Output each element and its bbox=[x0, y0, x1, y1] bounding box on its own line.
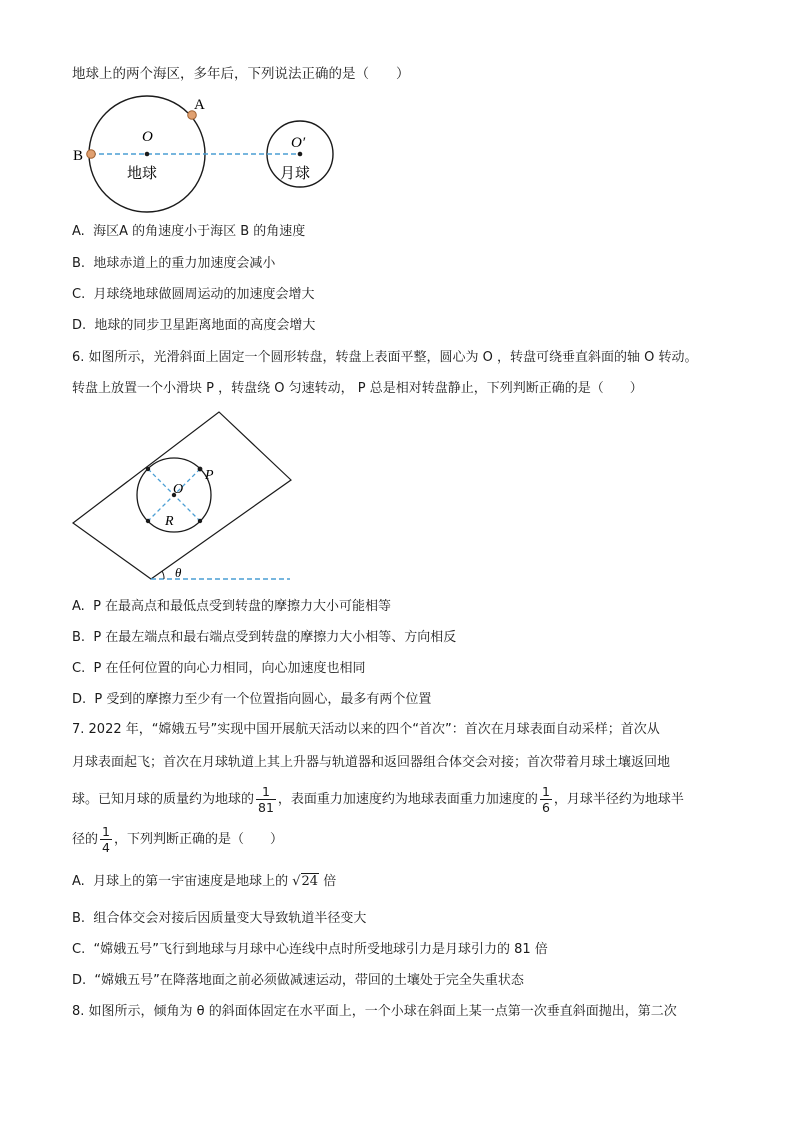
q5-option-a bbox=[72, 222, 305, 242]
q5-option-d bbox=[72, 316, 315, 336]
fraction-1-6 bbox=[540, 784, 552, 815]
q7-text: ，月球半径约为地球半 bbox=[553, 792, 684, 807]
label-theta: θ bbox=[175, 565, 182, 580]
q6-option-c bbox=[72, 659, 365, 679]
turntable-point-p bbox=[198, 467, 203, 472]
option-letter: B. bbox=[72, 911, 86, 926]
turntable-point-lower-right bbox=[198, 519, 202, 523]
q7-stem-line3 bbox=[72, 780, 684, 820]
label-earth: 地球 bbox=[127, 164, 158, 182]
fraction-numerator: 1 bbox=[102, 824, 110, 839]
option-text: 组合体交会对接后因质量变大导致轨道半径变大 bbox=[93, 911, 367, 926]
point-b bbox=[87, 150, 96, 159]
option-letter: C. bbox=[72, 287, 86, 302]
option-letter: C. bbox=[72, 942, 86, 957]
q7-text: 径的 bbox=[72, 832, 99, 847]
fraction-denominator: 81 bbox=[258, 800, 274, 815]
turntable-point-upper-left bbox=[146, 467, 150, 471]
label-r: R bbox=[165, 514, 174, 529]
q5-option-c bbox=[72, 285, 315, 305]
fraction-numerator: 1 bbox=[256, 784, 276, 800]
turntable-point-lower-left bbox=[146, 519, 150, 523]
q6-stem-line1: 6. 如图所示，光滑斜面上固定一个圆形转盘，转盘上表面平整，圆心为 O ，转盘可绕垂直斜面的轴 O 转动。 bbox=[72, 350, 698, 365]
q7-text: ，表面重力加速度约为地球表面重力加速度的 bbox=[277, 792, 538, 807]
q5-stem: 地球上的两个海区，多年后，下列说法正确的是（ ） bbox=[72, 66, 410, 82]
label-p: P bbox=[205, 468, 214, 483]
earth-center-dot bbox=[145, 152, 150, 157]
option-text: 月球绕地球做圆周运动的加速度会增大 bbox=[93, 287, 315, 302]
option-letter: D. bbox=[72, 692, 87, 707]
q5-option-b bbox=[72, 254, 275, 274]
option-letter: A. bbox=[72, 224, 85, 239]
q6-stem-line2: 转盘上放置一个小滑块 P ，转盘绕 O 匀速转动， P 总是相对转盘静止，下列判断正确的是（ ） bbox=[72, 381, 643, 396]
option-text: “嫦娥五号”飞行到地球与月球中心连线中点时所受地球引力是月球引力的 81 倍 bbox=[93, 942, 548, 957]
fraction-denominator: 4 bbox=[102, 840, 110, 855]
option-letter: D. bbox=[72, 973, 87, 988]
q7-text: ，下列判断正确的是（ ） bbox=[113, 832, 283, 847]
q7-stem-line4 bbox=[72, 820, 283, 860]
incline-turntable-figure bbox=[70, 405, 300, 590]
fraction-1-81 bbox=[256, 784, 276, 815]
q6-option-a bbox=[72, 597, 391, 617]
q7-stem-line1: 7. 2022 年，“嫦娥五号”实现中国开展航天活动以来的四个“首次”：首次在月球表面自动采样；首次从 bbox=[72, 722, 660, 737]
q6-option-b bbox=[72, 628, 456, 648]
label-moon: 月球 bbox=[280, 164, 311, 182]
earth-moon-figure bbox=[70, 90, 350, 200]
label-o: O bbox=[142, 129, 153, 145]
sqrt-radicand: 24 bbox=[301, 874, 319, 889]
option-text: P 在最左端点和最右端点受到转盘的摩擦力大小相等、方向相反 bbox=[93, 630, 457, 645]
moon-center-dot bbox=[298, 152, 303, 157]
fraction-denominator: 6 bbox=[541, 800, 550, 815]
option-text: “嫦娥五号”在降落地面之前必须做减速运动，带回的土壤处于完全失重状态 bbox=[94, 973, 524, 988]
q7-stem-line2: 月球表面起飞；首次在月球轨道上其上升器与轨道器和返回器组合体交会对接；首次带着月球土壤返回地 bbox=[72, 755, 671, 770]
fraction-numerator: 1 bbox=[541, 784, 550, 799]
option-text: P 受到的摩擦力至少有一个位置指向圆心，最多有两个位置 bbox=[94, 692, 432, 707]
label-a: A bbox=[194, 97, 205, 113]
option-letter: B. bbox=[72, 256, 86, 271]
option-text: P 在最高点和最低点受到转盘的摩擦力大小可能相等 bbox=[93, 599, 392, 614]
sqrt-expression: √24 bbox=[292, 874, 319, 889]
q8-stem-line1: 8. 如图所示，倾角为 θ 的斜面体固定在水平面上，一个小球在斜面上某一点第一次垂直斜面抛出，第二次 bbox=[72, 1004, 677, 1019]
q6-option-d bbox=[72, 690, 431, 710]
q7-option-d bbox=[72, 971, 524, 991]
q7-option-b bbox=[72, 909, 366, 929]
q7-text: 球。已知月球的质量约为地球的 bbox=[72, 792, 255, 807]
option-text: 月球上的第一宇宙速度是地球上的 bbox=[93, 874, 289, 889]
option-text: 地球的同步卫星距离地面的高度会增大 bbox=[94, 318, 316, 333]
option-text: 地球赤道上的重力加速度会减小 bbox=[93, 256, 276, 271]
q7-option-c bbox=[72, 940, 548, 960]
option-letter: A. bbox=[72, 874, 85, 889]
q7-option-a bbox=[72, 872, 336, 892]
option-letter: A. bbox=[72, 599, 85, 614]
label-o-prime: O′ bbox=[291, 135, 306, 151]
option-text-tail: 倍 bbox=[323, 874, 337, 889]
label-o: O bbox=[173, 482, 184, 497]
option-letter: C. bbox=[72, 661, 86, 676]
label-b: B bbox=[73, 148, 84, 164]
fraction-1-4 bbox=[100, 824, 112, 855]
option-letter: B. bbox=[72, 630, 86, 645]
option-text: 海区A 的角速度小于海区 B 的角速度 bbox=[93, 224, 306, 239]
option-letter: D. bbox=[72, 318, 87, 333]
theta-arc bbox=[162, 571, 164, 579]
option-text: P 在任何位置的向心力相同，向心加速度也相同 bbox=[93, 661, 366, 676]
